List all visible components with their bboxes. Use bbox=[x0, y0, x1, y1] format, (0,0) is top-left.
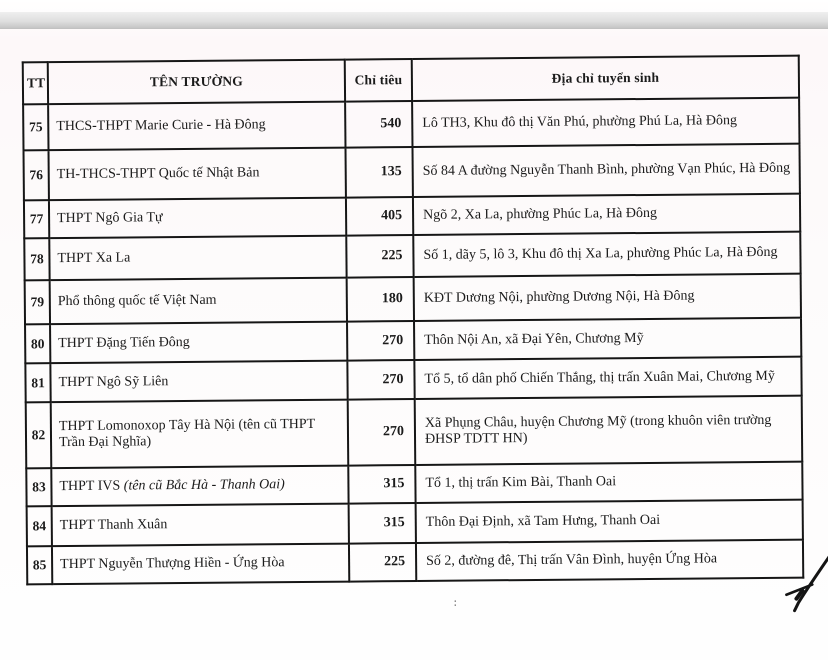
tt-cell: 85 bbox=[27, 546, 52, 584]
tt-cell: 83 bbox=[26, 468, 51, 506]
tt-cell: 79 bbox=[25, 280, 50, 324]
school-name-cell bbox=[49, 148, 346, 201]
address-cell: Xã Phụng Châu, huyện Chương Mỹ (trong khuôn viên trường ĐHSP TDTT HN) bbox=[415, 396, 803, 465]
admission-table-region bbox=[22, 55, 807, 586]
quota-cell: 540 bbox=[345, 101, 412, 148]
address-cell: Số 1, dãy 5, lô 3, Khu đô thị Xa La, phường Phúc La, Hà Đông bbox=[413, 232, 800, 277]
school-name-cell bbox=[50, 278, 347, 325]
header-school-name: TÊN TRƯỜNG bbox=[48, 60, 345, 105]
address-cell: KĐT Dương Nội, phường Dương Nội, Hà Đông bbox=[414, 274, 801, 321]
table-row bbox=[24, 232, 800, 281]
quota-cell: 315 bbox=[348, 465, 415, 504]
header-tt: TT bbox=[23, 62, 48, 104]
quota-cell: 270 bbox=[347, 321, 414, 361]
address-cell: Thôn Nội An, xã Đại Yên, Chương Mỹ bbox=[414, 318, 801, 360]
quota-cell: 225 bbox=[346, 235, 413, 278]
table-row bbox=[24, 144, 800, 201]
school-name-cell bbox=[50, 361, 347, 403]
table-row bbox=[23, 98, 799, 151]
quota-cell: 180 bbox=[347, 277, 414, 322]
school-name-cell bbox=[49, 236, 346, 281]
quota-cell: 405 bbox=[346, 197, 413, 236]
admission-quota-table bbox=[22, 55, 805, 586]
table-row bbox=[25, 357, 801, 403]
school-name-cell bbox=[49, 198, 346, 239]
address-cell: Số 84 A đường Nguyễn Thanh Bình, phường Vạn Phúc, Hà Đông bbox=[412, 144, 799, 197]
tt-cell: 81 bbox=[25, 363, 50, 402]
school-name-cell bbox=[51, 400, 349, 469]
school-name-cell bbox=[50, 322, 347, 364]
school-name-cell bbox=[52, 544, 349, 585]
school-name-note: (tên cũ Bắc Hà - Thanh Oai) bbox=[120, 477, 285, 494]
school-name-text: THPT Thanh Xuân bbox=[59, 517, 168, 534]
school-name-text: THPT Ngô Gia Tự bbox=[57, 210, 163, 227]
address-cell: Ngõ 2, Xa La, phường Phúc La, Hà Đông bbox=[413, 194, 800, 235]
address-cell: Lô TH3, Khu đô thị Văn Phú, phường Phú La, Hà Đông bbox=[412, 98, 799, 147]
tt-cell: 82 bbox=[26, 402, 52, 468]
table-row bbox=[26, 396, 803, 469]
school-name-cell bbox=[48, 102, 345, 151]
tt-cell: 77 bbox=[24, 200, 49, 238]
table-header-row bbox=[23, 56, 799, 105]
school-name-cell bbox=[51, 466, 348, 507]
school-name-text: THPT IVS bbox=[59, 478, 121, 495]
school-name-cell bbox=[52, 504, 349, 547]
table-row bbox=[27, 500, 803, 547]
table-row bbox=[25, 274, 801, 325]
address-cell: Tổ 1, thị trấn Kim Bài, Thanh Oai bbox=[415, 462, 802, 503]
school-name-text: Phổ thông quốc tế Việt Nam bbox=[57, 292, 217, 310]
quota-cell: 315 bbox=[349, 503, 416, 544]
school-name-text: THPT Ngô Sỹ Liên bbox=[58, 373, 169, 390]
quota-cell: 225 bbox=[349, 543, 416, 582]
tt-cell: 84 bbox=[27, 506, 52, 546]
header-quota: Chỉ tiêu bbox=[345, 59, 412, 102]
quota-cell: 135 bbox=[345, 147, 412, 198]
address-cell: Thôn Đại Định, xã Tam Hưng, Thanh Oai bbox=[416, 500, 803, 543]
tt-cell: 75 bbox=[23, 104, 48, 150]
quota-cell: 270 bbox=[347, 360, 414, 400]
table-row bbox=[25, 318, 801, 364]
school-name-text: THPT Xa La bbox=[57, 250, 131, 267]
school-name-text: THPT Lomonoxop Tây Hà Nội (tên cũ THPT Trần Đại Nghĩa) bbox=[58, 416, 315, 451]
school-name-text: THCS-THPT Marie Curie - Hà Đông bbox=[56, 117, 266, 135]
quota-cell: 270 bbox=[348, 399, 416, 466]
tt-cell: 78 bbox=[24, 238, 49, 280]
address-cell: Số 2, đường đê, Thị trấn Vân Đình, huyện Ứng Hòa bbox=[416, 540, 803, 581]
school-name-text: THPT Nguyễn Thượng Hiền - Ứng Hòa bbox=[60, 555, 285, 573]
school-name-text: THPT Đặng Tiến Đông bbox=[58, 334, 190, 351]
address-cell: Tổ 5, tổ dân phố Chiến Thắng, thị trấn Xuân Mai, Chương Mỹ bbox=[414, 357, 801, 399]
table-row bbox=[27, 540, 803, 585]
stray-scan-dot: : bbox=[452, 596, 459, 609]
scanner-artifact-strip bbox=[0, 12, 828, 29]
tt-cell: 76 bbox=[24, 150, 49, 200]
school-name-text: TH-THCS-THPT Quốc tế Nhật Bản bbox=[56, 165, 260, 183]
tt-cell: 80 bbox=[25, 324, 50, 363]
header-address: Địa chỉ tuyển sinh bbox=[412, 56, 799, 101]
